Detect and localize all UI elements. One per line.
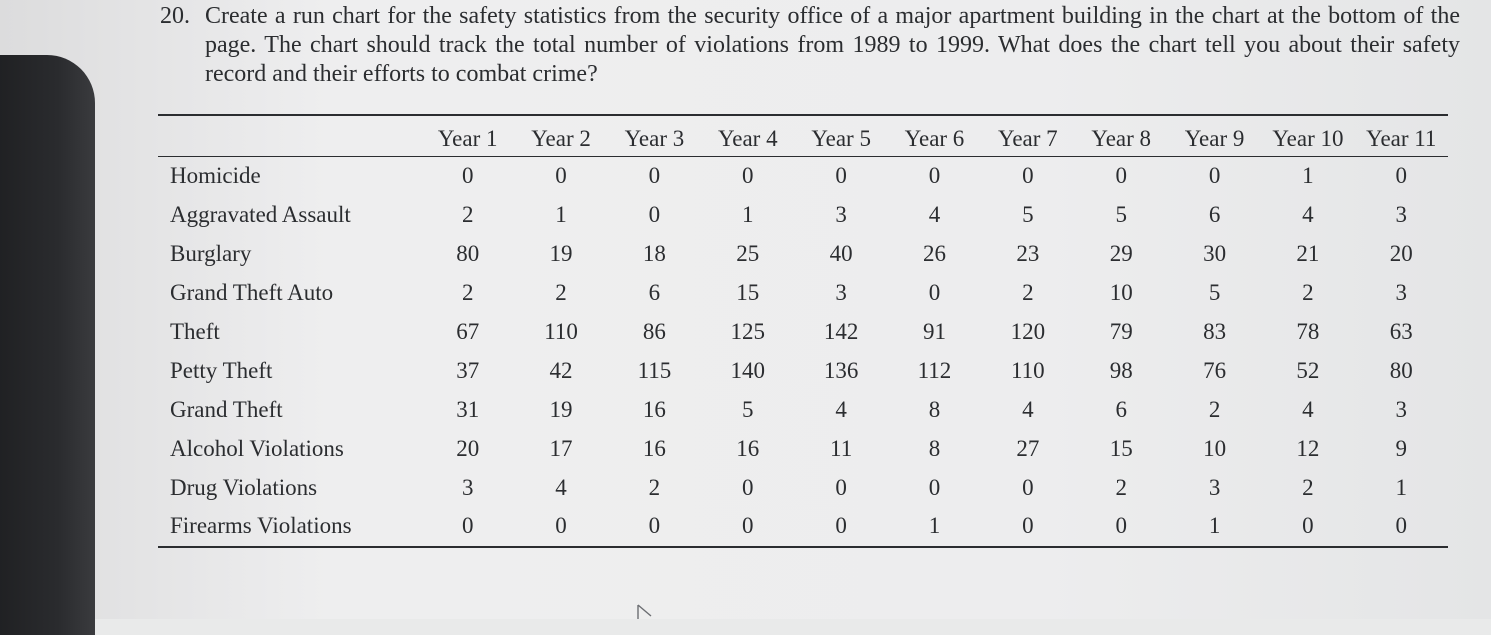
table-cell: 10 [1109, 280, 1133, 306]
table-cell: 67 [456, 319, 480, 344]
table-cell: 1 [1395, 474, 1408, 500]
row-label: Aggravated Assault [170, 202, 351, 228]
column-header-year-7: Year 7 [981, 115, 1074, 157]
table-cell: 1 [742, 202, 754, 228]
table-cell: 0 [835, 163, 847, 189]
table-row [158, 157, 1448, 196]
table-cell: 4 [928, 202, 941, 228]
table-cell: 78 [1296, 319, 1320, 344]
table-cell: 0 [742, 163, 754, 189]
row-label: Burglary [170, 241, 252, 267]
table-cell: 0 [701, 507, 794, 547]
table-row [158, 313, 1448, 352]
table-cell: 0 [608, 507, 701, 547]
table-cell: 0 [794, 507, 887, 547]
table-cell: 0 [1261, 507, 1354, 547]
row-label: Grand Theft [170, 396, 283, 422]
table-row [158, 274, 1448, 313]
table-row [158, 351, 1448, 390]
violations-table [158, 114, 1448, 548]
column-header-year-4: Year 4 [701, 115, 794, 157]
table-cell: 52 [1296, 357, 1320, 383]
table-cell: 0 [928, 474, 941, 500]
pointer-arrow-icon [637, 604, 653, 620]
table-row [158, 196, 1448, 235]
table-cell: 15 [736, 280, 760, 306]
table-cell: 37 [456, 357, 480, 383]
table-cell: 3 [1208, 474, 1221, 500]
column-header-year-3: Year 3 [608, 115, 701, 157]
table-cell: 5 [1022, 202, 1034, 228]
column-header-year-1: Year 1 [421, 115, 514, 157]
table-row [158, 429, 1448, 468]
table-cell: 2 [1022, 280, 1034, 306]
table-cell: 6 [1208, 202, 1221, 228]
table-cell: 79 [1109, 319, 1133, 344]
table-cell: 0 [1208, 163, 1221, 189]
table-cell: 25 [736, 241, 760, 267]
table-cell: 0 [742, 474, 754, 500]
table-body [158, 157, 1448, 547]
table-cell: 4 [835, 396, 847, 422]
table-cell: 8 [928, 435, 941, 461]
table-cell: 20 [1389, 241, 1413, 267]
row-label: Alcohol Violations [170, 435, 344, 461]
table-cell: 8 [928, 396, 941, 422]
violations-table-container [158, 114, 1448, 548]
table-cell: 0 [928, 280, 941, 306]
table-cell: 4 [555, 474, 567, 500]
table-cell: 30 [1203, 241, 1227, 267]
row-label: Petty Theft [170, 357, 273, 383]
table-cell: 2 [1302, 280, 1314, 306]
table-corner-header [158, 115, 421, 157]
table-cell: 0 [1022, 474, 1034, 500]
table-cell: 5 [1115, 202, 1127, 228]
table-cell: 19 [549, 396, 573, 422]
table-cell: 142 [823, 319, 859, 344]
table-cell: 3 [1395, 280, 1408, 306]
table-cell: 27 [1016, 435, 1040, 461]
table-cell: 0 [1115, 163, 1127, 189]
table-cell: 0 [1355, 507, 1448, 547]
row-label: Firearms Violations [158, 507, 421, 547]
table-cell: 2 [1302, 474, 1314, 500]
table-cell: 110 [1011, 357, 1045, 383]
table-cell: 40 [829, 241, 853, 267]
table-cell: 2 [461, 280, 474, 306]
table-cell: 91 [922, 319, 946, 344]
table-row [158, 235, 1448, 274]
table-cell: 0 [835, 474, 847, 500]
table-cell: 5 [742, 396, 754, 422]
table-cell: 3 [461, 474, 474, 500]
table-cell: 4 [1022, 396, 1034, 422]
row-label: Grand Theft Auto [170, 280, 334, 306]
table-cell: 0 [461, 163, 474, 189]
table-cell: 2 [461, 202, 474, 228]
table-cell: 0 [555, 163, 567, 189]
table-cell: 115 [637, 357, 672, 383]
question-number: 20. [160, 3, 190, 29]
table-cell: 0 [1022, 163, 1034, 189]
table-cell: 15 [1109, 435, 1133, 461]
table-cell: 4 [1302, 202, 1314, 228]
table-cell: 0 [514, 507, 607, 547]
table-cell: 112 [917, 357, 952, 383]
table-cell: 0 [1075, 507, 1168, 547]
table-cell: 83 [1203, 319, 1227, 344]
table-cell: 42 [549, 357, 573, 383]
row-label: Theft [170, 319, 220, 344]
table-header-row [158, 115, 1448, 157]
table-cell: 3 [835, 202, 847, 228]
table-cell: 2 [1208, 396, 1221, 422]
table-cell: 0 [981, 507, 1074, 547]
table-cell: 0 [1395, 163, 1408, 189]
table-cell: 1 [1168, 507, 1261, 547]
question-text: Create a run chart for the safety statistics from the security office of a major apartment building in the chart at the bottom of the page. The chart should track the total number of violations from 1989 to 1999. What does the chart tell you about their safety record and their efforts to combat crime? [205, 3, 1460, 87]
table-cell: 16 [642, 435, 666, 461]
table-cell: 12 [1296, 435, 1320, 461]
book-binding-shadow [0, 55, 95, 635]
table-cell: 1 [1302, 163, 1314, 189]
column-header-year-11: Year 11 [1355, 115, 1448, 157]
table-cell: 80 [1389, 357, 1413, 383]
table-cell: 18 [642, 241, 666, 267]
table-cell: 19 [549, 241, 573, 267]
table-cell: 1 [888, 507, 981, 547]
table-cell: 26 [922, 241, 946, 267]
table-row [158, 507, 1448, 547]
table-cell: 6 [648, 280, 661, 306]
table-cell: 5 [1208, 280, 1221, 306]
table-cell: 0 [421, 507, 514, 547]
table-cell: 0 [648, 163, 661, 189]
table-cell: 2 [555, 280, 567, 306]
table-row [158, 390, 1448, 429]
table-cell: 80 [456, 241, 480, 267]
table-cell: 0 [648, 202, 661, 228]
table-cell: 110 [544, 319, 578, 344]
table-cell: 63 [1389, 319, 1413, 344]
table-cell: 3 [835, 280, 847, 306]
column-header-year-6: Year 6 [888, 115, 981, 157]
column-header-year-5: Year 5 [794, 115, 887, 157]
table-cell: 31 [456, 396, 480, 422]
row-label: Homicide [170, 163, 261, 189]
table-cell: 120 [1010, 319, 1046, 344]
column-header-year-9: Year 9 [1168, 115, 1261, 157]
table-cell: 29 [1109, 241, 1133, 267]
column-header-year-10: Year 10 [1261, 115, 1354, 157]
column-header-year-2: Year 2 [514, 115, 607, 157]
table-cell: 3 [1395, 396, 1408, 422]
row-label: Drug Violations [170, 474, 318, 500]
table-cell: 76 [1203, 357, 1227, 383]
table-cell: 10 [1203, 435, 1227, 461]
table-cell: 17 [549, 435, 573, 461]
table-cell: 0 [928, 163, 941, 189]
table-cell: 3 [1395, 202, 1408, 228]
table-cell: 16 [736, 435, 760, 461]
table-cell: 6 [1115, 396, 1127, 422]
table-cell: 2 [648, 474, 661, 500]
table-cell: 1 [555, 202, 567, 228]
table-cell: 86 [642, 319, 666, 344]
table-cell: 125 [730, 319, 766, 344]
table-cell: 21 [1296, 241, 1320, 267]
table-cell: 23 [1016, 241, 1040, 267]
table-cell: 98 [1109, 357, 1133, 383]
table-cell: 136 [823, 357, 859, 383]
table-cell: 16 [642, 396, 666, 422]
table-cell: 2 [1115, 474, 1127, 500]
table-cell: 140 [730, 357, 766, 383]
table-cell: 11 [830, 435, 853, 461]
column-header-year-8: Year 8 [1075, 115, 1168, 157]
table-cell: 9 [1395, 435, 1408, 461]
table-cell: 4 [1302, 396, 1314, 422]
table-cell: 20 [456, 435, 480, 461]
table-row [158, 468, 1448, 507]
